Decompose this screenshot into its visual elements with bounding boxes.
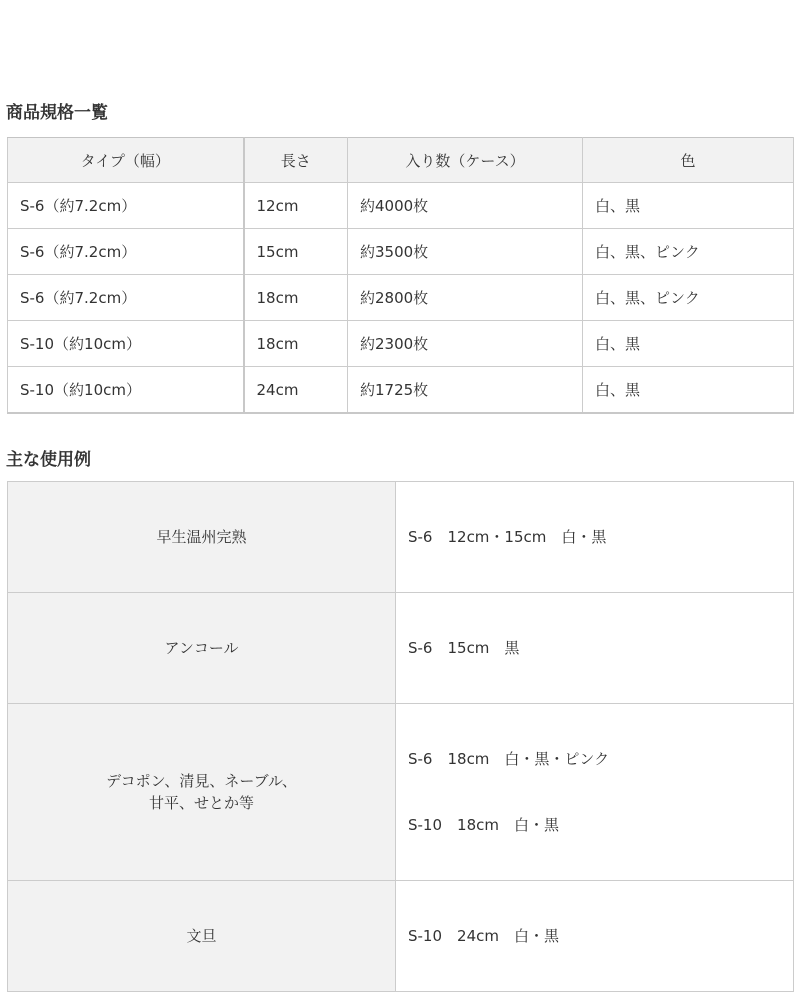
usage-variety-line: デコポン、清見、ネーブル、 [106, 772, 297, 790]
cell-color: 白、黒 [583, 321, 794, 367]
usage-spec-line: S-6 15cm 黒 [408, 639, 520, 657]
cell-color: 白、黒 [583, 183, 794, 229]
cell-quantity: 約1725枚 [348, 367, 583, 414]
table-row [8, 183, 794, 229]
usage-spec-line: S-10 24cm 白・黒 [408, 927, 559, 945]
cell-quantity: 約3500枚 [348, 229, 583, 275]
usage-table [7, 481, 794, 992]
cell-length: 18cm [244, 275, 348, 321]
cell-length: 12cm [244, 183, 348, 229]
spec-header-row [8, 138, 794, 183]
header-type: タイプ（幅） [8, 138, 244, 183]
usage-section-title: 主な使用例 [6, 450, 91, 470]
cell-length: 18cm [244, 321, 348, 367]
table-row [8, 593, 794, 704]
cell-type: S-10（約10cm） [8, 321, 244, 367]
usage-spec-line: S-6 12cm・15cm 白・黒 [408, 528, 607, 546]
cell-type: S-10（約10cm） [8, 367, 244, 414]
usage-variety-line: 早生温州完熟 [156, 528, 247, 546]
cell-length: 24cm [244, 367, 348, 414]
usage-variety [8, 881, 396, 992]
usage-variety-line: アンコール [164, 639, 239, 657]
cell-quantity: 約2800枚 [348, 275, 583, 321]
spec-table [7, 137, 794, 414]
table-row [8, 881, 794, 992]
usage-spec [396, 593, 794, 704]
usage-spec [396, 881, 794, 992]
usage-spec-line: S-6 18cm 白・黒・ピンク [408, 750, 610, 768]
cell-quantity: 約4000枚 [348, 183, 583, 229]
cell-color: 白、黒、ピンク [583, 229, 794, 275]
cell-color: 白、黒、ピンク [583, 275, 794, 321]
header-color: 色 [583, 138, 794, 183]
cell-type: S-6（約7.2cm） [8, 183, 244, 229]
cell-color: 白、黒 [583, 367, 794, 414]
cell-length: 15cm [244, 229, 348, 275]
usage-variety-line: 文旦 [186, 927, 217, 945]
usage-variety [8, 482, 396, 593]
header-length: 長さ [244, 138, 348, 183]
cell-type: S-6（約7.2cm） [8, 229, 244, 275]
cell-type: S-6（約7.2cm） [8, 275, 244, 321]
usage-variety [8, 593, 396, 704]
table-row [8, 229, 794, 275]
cell-quantity: 約2300枚 [348, 321, 583, 367]
usage-variety [8, 704, 396, 881]
spec-section-title: 商品規格一覧 [6, 103, 108, 123]
table-row [8, 704, 794, 881]
usage-spec-line: S-10 18cm 白・黒 [408, 816, 559, 834]
table-row [8, 482, 794, 593]
table-row [8, 321, 794, 367]
usage-variety-line: 甘平、せとか等 [148, 794, 254, 812]
header-quantity: 入り数（ケース） [348, 138, 583, 183]
table-row [8, 275, 794, 321]
usage-spec [396, 704, 794, 881]
table-row [8, 367, 794, 414]
usage-spec [396, 482, 794, 593]
